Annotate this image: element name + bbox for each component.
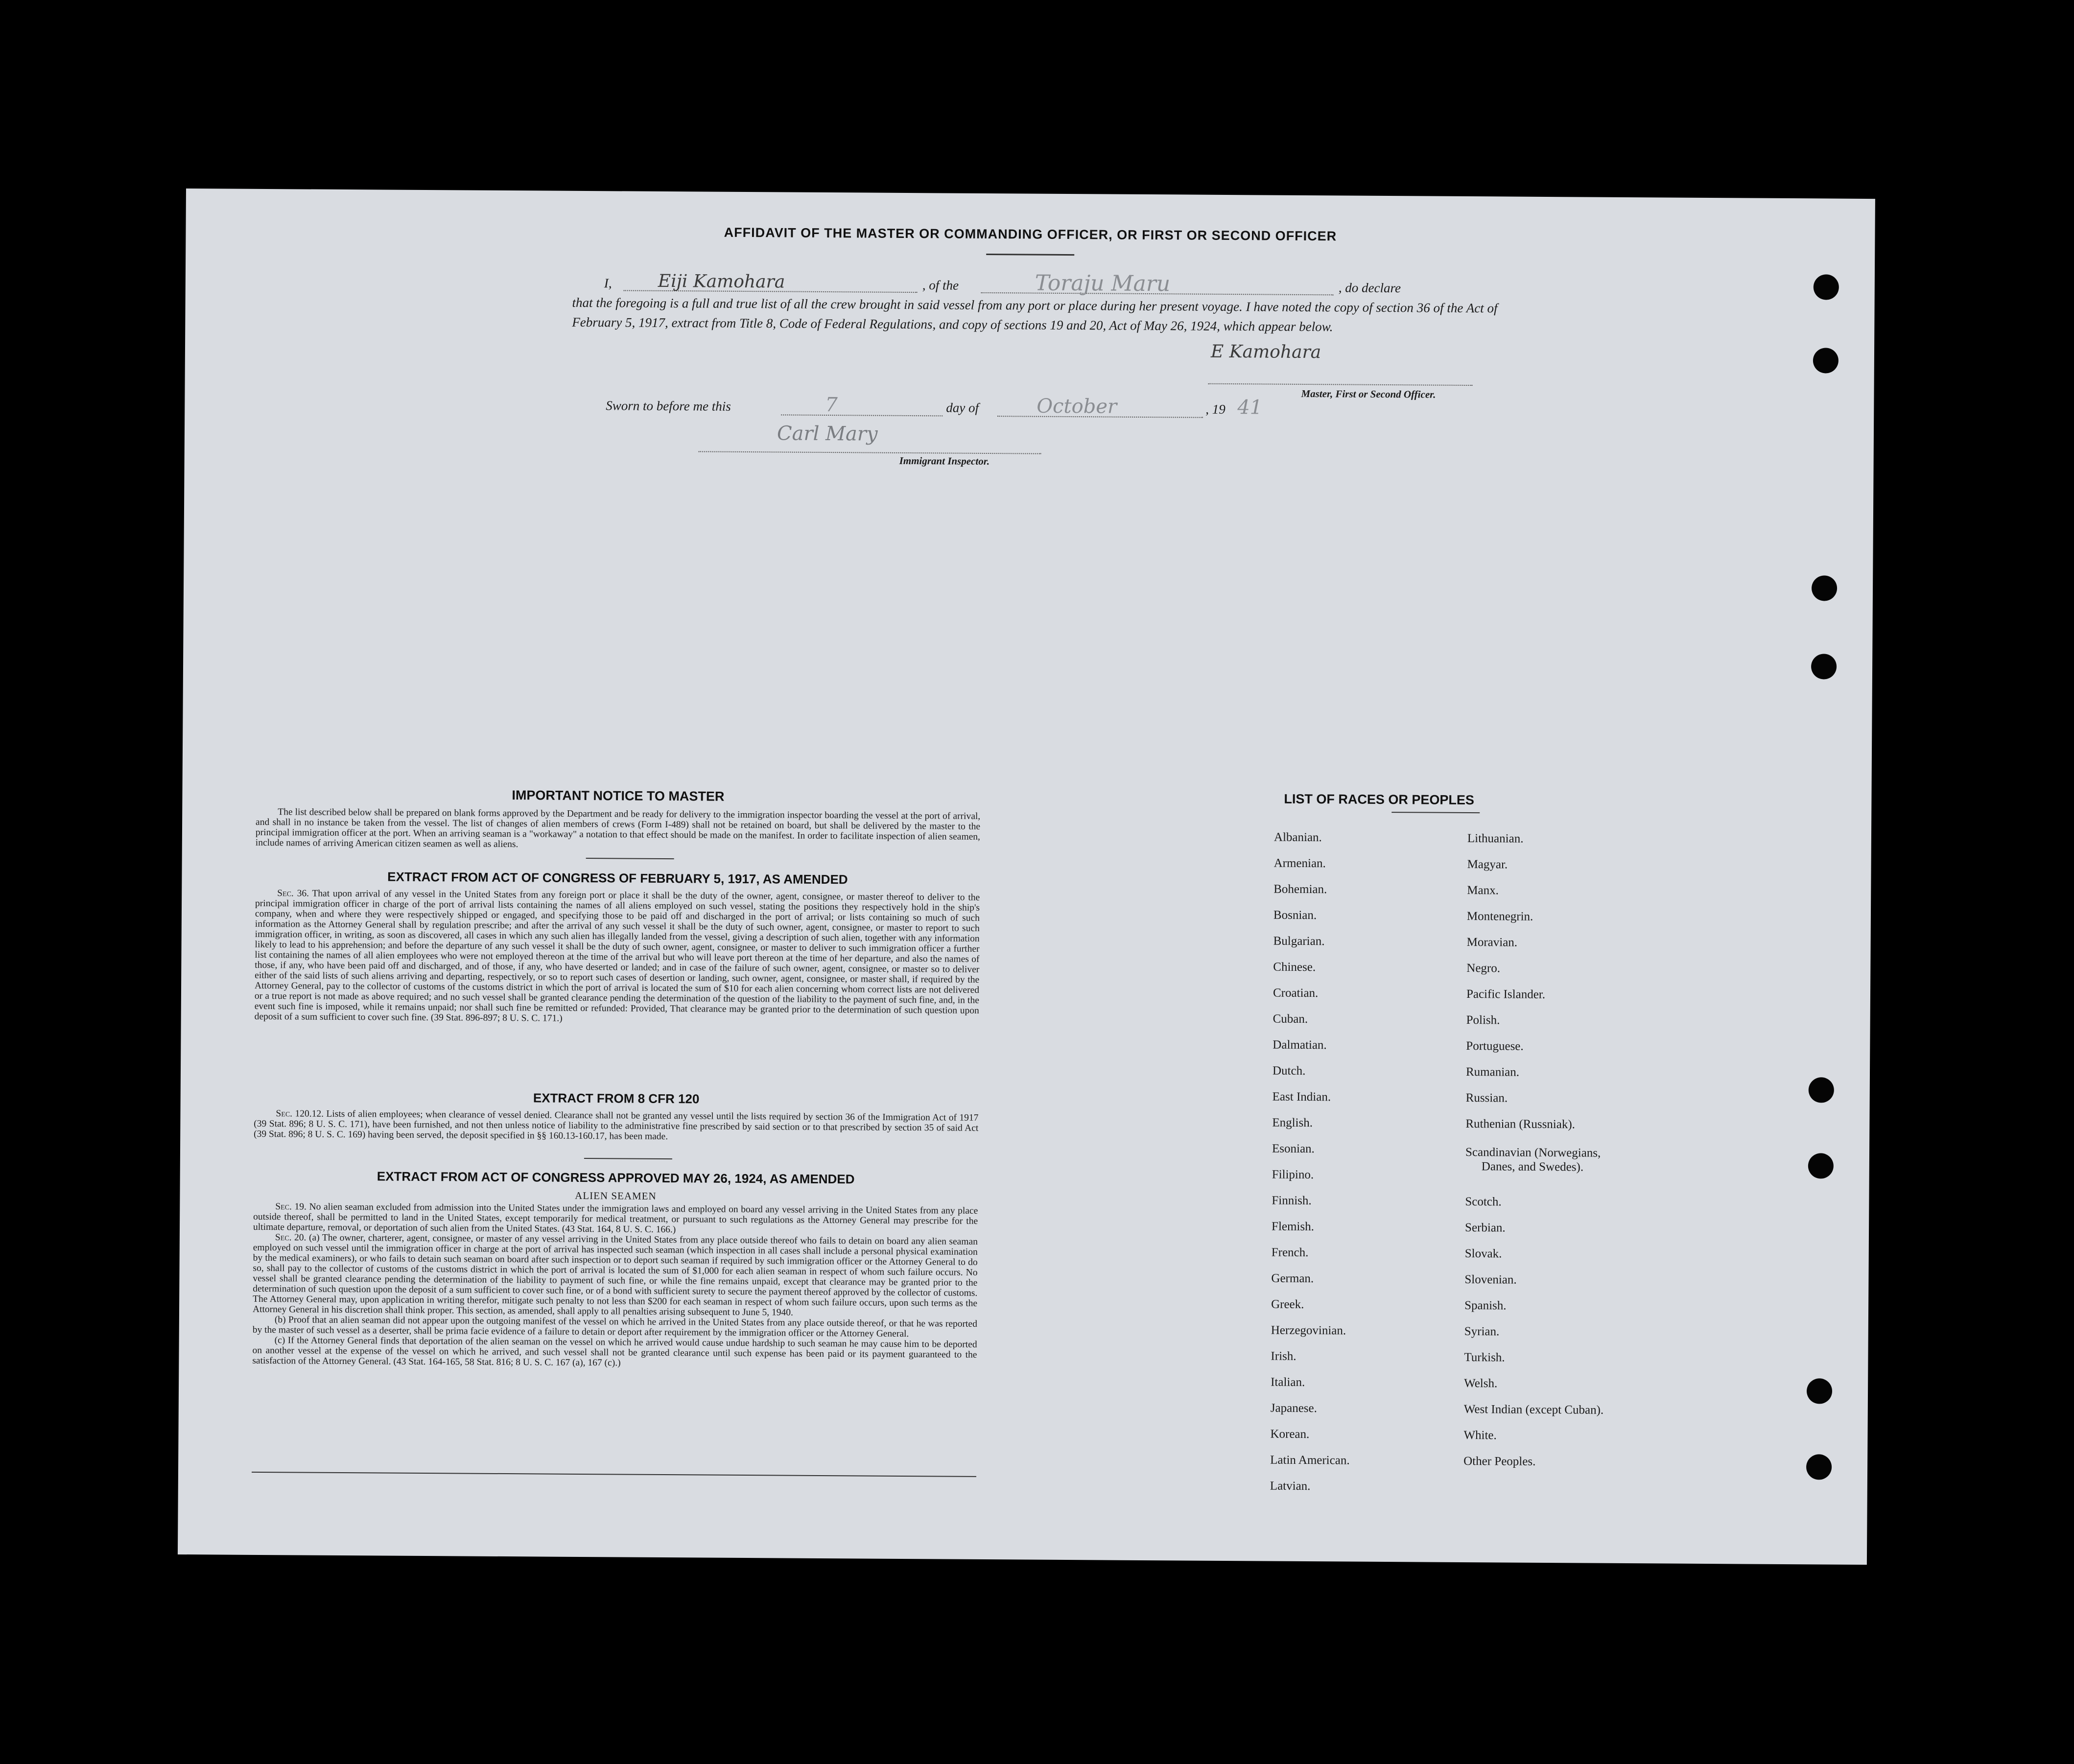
punch-hole <box>1814 274 1839 300</box>
race-item: Moravian. <box>1466 936 1518 949</box>
sec-120-12-label: Sec. 120.12. <box>276 1108 324 1119</box>
master-signature: E Kamohara <box>1210 341 1321 363</box>
sec-20-label: Sec. 20. <box>275 1232 306 1243</box>
race-item: Chinese. <box>1273 960 1316 974</box>
race-item: Serbian. <box>1465 1221 1506 1235</box>
punch-hole <box>1806 1454 1832 1480</box>
race-item: Turkish. <box>1464 1350 1505 1364</box>
race-item: Spanish. <box>1464 1298 1507 1313</box>
master-signature-caption: Master, First or Second Officer. <box>1301 387 1436 400</box>
sec-19-text: No alien seaman excluded from admission into the United States under the immigration laws and employed on board any vessel arriving in the United States from any place outside thereof, shall be permitted to land in the United States, except temporarily for medical treatment, or pursuant to such regulations as the Attorney General may prescribe for the ultimate departure, removal, or deportation of such alien from the United States. (43 Stat. 164, 8 U. S. C. 166.) <box>253 1201 978 1235</box>
race-item: Slovak. <box>1464 1247 1502 1261</box>
race-item: Greek. <box>1271 1297 1304 1311</box>
race-item: Croatian. <box>1273 986 1319 1000</box>
race-item: German. <box>1271 1271 1314 1286</box>
punch-hole <box>1811 654 1837 679</box>
race-item: Bosnian. <box>1273 908 1317 922</box>
affidavit-declaration <box>572 270 1503 338</box>
notice-title: IMPORTANT NOTICE TO MASTER <box>512 788 725 804</box>
punch-hole <box>1807 1378 1832 1404</box>
race-item: Flemish. <box>1272 1220 1314 1234</box>
inspector-caption: Immigrant Inspector. <box>899 454 990 468</box>
of-the-label: , of the <box>922 278 959 293</box>
sworn-prefix: Sworn to before me this <box>606 398 731 414</box>
race-item: West Indian (except Cuban). <box>1463 1402 1604 1417</box>
race-item: White. <box>1463 1428 1497 1442</box>
race-item: Negro. <box>1466 962 1501 975</box>
sworn-year: 41 <box>1237 396 1263 419</box>
races-divider <box>1391 812 1480 813</box>
sec-20c-text: (c) If the Attorney General finds that deportation of the alien seaman on the vessel on which he arrived would cause undue hardship to such seaman he may cause him to be deported on another vessel at the expense of the vessel on which he arrived, and such vessel shall not be granted clearance until such expense has been paid or its payment guaranteed to the satisfaction of the Attorney General. (43 Stat. 164-165, 58 Stat. 816; 8 U. S. C. 167 (a), 167 (c).) <box>252 1335 977 1368</box>
sworn-month: October <box>997 398 1203 418</box>
sworn-day: 7 <box>781 397 943 416</box>
race-item: Latin American. <box>1270 1453 1350 1467</box>
race-item: Danes, and Swedes). <box>1481 1160 1584 1174</box>
race-item: Magyar. <box>1467 858 1508 871</box>
race-item: Italian. <box>1271 1375 1305 1389</box>
race-item: Other Peoples. <box>1463 1454 1536 1468</box>
notice-text: The list described below shall be prepared on blank forms approved by the Department and be ready for delivery to the immigration inspector boarding the vessel at the port of arrival, and shall in no instance be taken from the vessel. The list of changes of alien members of crews (Form I-489) shall not be retained on board, but shall be delivered by the master to the principal immigration officer at the port. When an arriving seaman is a "workaway" a notation to that effect should be made on the manifest. In order to facilitate inspection of alien seamen, include names of arriving American citizen seamen as well as aliens. <box>255 807 981 850</box>
race-item: Manx. <box>1467 884 1499 897</box>
race-item: French. <box>1271 1246 1309 1260</box>
sec-20b-text: (b) Proof that an alien seaman did not appear upon the outgoing manifest of the vessel on which he arrived in the United States from any place outside thereof, or that he was reported by the master of such vessel as a deserter, shall be prima facie evidence of a failure to detain or deport after requirement by the immigration officer or the Attorney General. <box>252 1315 977 1340</box>
race-item: English. <box>1272 1116 1313 1130</box>
race-item: Bohemian. <box>1273 882 1327 896</box>
race-item: Rumanian. <box>1465 1065 1520 1079</box>
inspector-line <box>699 451 1041 454</box>
race-item: Ruthenian (Russniak). <box>1465 1117 1576 1131</box>
inspector-signature: Carl Mary <box>777 422 878 446</box>
i-prefix: I, <box>604 276 612 291</box>
race-item: Welsh. <box>1464 1376 1498 1390</box>
race-item: Scotch. <box>1465 1195 1502 1209</box>
race-item: Dalmatian. <box>1273 1038 1327 1052</box>
race-item: Irish. <box>1271 1349 1296 1363</box>
affidavit-title: AFFIDAVIT OF THE MASTER OR COMMANDING OFFICER, OR FIRST OR SECOND OFFICER <box>724 225 1337 244</box>
race-item: Filipino. <box>1272 1168 1314 1182</box>
punch-hole <box>1809 1077 1834 1103</box>
sec-36-text: That upon arrival of any vessel in the United States from any foreign port or place it shall be the duty of the owner, agent, consignee, or master thereof to deliver to the principal immigration officer in charge of the port of arrival lists containing the names of all aliens employed on such vessel, stating the positions they respectively hold in the ship's company, when and where they were respectively shipped or engaged, and specifying those to be paid off and discharged in the port of arrival; or lists containing so much of such information as the Attorney General shall by regulation prescribe; and after the arrival of any such vessel it shall be the duty of such owner, agent, consignee, or master to report to such immigration officer, in writing, as soon as discovered, all cases in which any such alien has illegally landed from the vessel, giving a description of such alien, together with any information likely to lead to his apprehension; and before the departure of any such vessel it shall be the duty of such owner, agent, consignee, or master to deliver to such immigration officer a further list containing the names of all alien employees who were not employed thereon at the time of the arrival but who will leave port thereon at the time of her departure, and also the names of those, if any, who have been paid off and discharged, and of those, if any, who have deserted or landed; and in case of the failure of such owner, agent, consignee, or master so to deliver either of the said lists of such aliens arriving and departing, respectively, or so to report such cases of desertion or landing, such owner, agent, consignee, or master shall, if required by the Attorney General, pay to the collector of customs of the customs district in which the port of arrival is located the sum of $10 for each alien concerning whom correct lists are not delivered or a true report is not made as above required; and no such vessel shall be granted clearance pending the determination of the question of the liability to the payment of such fine, and, in the event such fine is imposed, while it remains unpaid; nor shall such fine be remitted or refunded: Provided, That clearance may be granted prior to the determination of such question upon deposit of a sum sufficient to cover such fine. (39 Stat. 896-897; 8 U. S. C. 171.) <box>254 888 980 1024</box>
race-item: Esonian. <box>1272 1142 1315 1156</box>
race-item: East Indian. <box>1272 1090 1331 1104</box>
race-item: Albanian. <box>1273 830 1322 845</box>
year-prefix: , 19 <box>1205 401 1226 417</box>
form-sheet <box>178 188 1875 1565</box>
race-item: Finnish. <box>1272 1194 1312 1208</box>
notice-divider <box>586 858 674 859</box>
race-item: Slovenian. <box>1464 1272 1517 1287</box>
sec-20a-text: (a) The owner, charterer, agent, consignee, or master of any vessel arriving in the United States from any place outside thereof who fails to detain on board any alien seaman employed on such vessel until the immigration officer in charge at the port of arrival has inspected such seaman (which inspection in all cases shall include a personal physical examination by the medical examiners), or who fails to detain such seaman on board after such inspection or to deport such seaman if required by such immigration officer or the Attorney General to do so, shall pay to the collector of customs of the customs district in which the port of arrival is located the sum of $1,000 for each alien seaman in respect of whom such failure occurs. No vessel shall be granted clearance pending the determination of the liability to payment of such fine, or while the fine remains unpaid, except that clearance may be granted prior to the determination of such question upon the deposit of a sum sufficient to cover such fine, or of a bond with sufficient surety to secure the payment thereof approved by the collector of customs. The Attorney General may, upon application in writing therefor, mitigate such penalty to not less than $200 for each seaman in respect of whom such failure occurs, upon such terms as the Attorney General in his discretion shall think proper. This section, as amended, shall apply to all penalties arising subsequent to June 5, 1940. <box>252 1232 978 1318</box>
race-item: Scandinavian (Norwegians, <box>1465 1145 1601 1160</box>
race-item: Japanese. <box>1270 1401 1317 1415</box>
sec-19-label: Sec. 19. <box>275 1201 306 1212</box>
alien-seamen-subtitle: ALIEN SEAMEN <box>575 1189 657 1202</box>
races-title: LIST OF RACES OR PEOPLES <box>1284 791 1475 808</box>
race-item: Pacific Islander. <box>1466 988 1546 1001</box>
race-item: Montenegrin. <box>1466 910 1533 923</box>
title-divider <box>986 254 1074 256</box>
extract-cfr-title: EXTRACT FROM 8 CFR 120 <box>533 1090 700 1106</box>
day-of-label: day of <box>946 400 979 415</box>
punch-hole <box>1808 1153 1834 1178</box>
race-item: Latvian. <box>1270 1479 1311 1493</box>
race-item: Syrian. <box>1464 1324 1500 1339</box>
affidavit-body: that the foregoing is a full and true list of all the crew brought in said vessel from any port or place during her present voyage. I have noted the copy of section 36 of the Act of February 5, 1917, extract from Title 8, Code of Federal Regulations, and copy of sections 19 and 20, Act of May 26, 1924, which appear below. <box>572 295 1498 334</box>
sec-120-12-text: Lists of alien employees; when clearance of vessel denied. Clearance shall not be granted any vessel until the lists required by section 36 of the Immigration Act of 1917 (39 Stat. 896; 8 U. S. C. 171), have been furnished, and not then unless notice of liability to the administrative fine prescribed by said section or to that prescribed by section 35 of said Act (39 Stat. 896; 8 U. S. C. 169) having been served, the deposit specified in §§ 160.13-160.17, has been made. <box>254 1108 979 1142</box>
officer-name: Eiji Kamohara <box>624 273 918 293</box>
bottom-rule <box>252 1472 976 1477</box>
race-item: Russian. <box>1465 1091 1508 1105</box>
extract-1924-title: EXTRACT FROM ACT OF CONGRESS APPROVED MAY 26, 1924, AS AMENDED <box>377 1169 855 1187</box>
extract-1917-title: EXTRACT FROM ACT OF CONGRESS OF FEBRUARY 5, 1917, AS AMENDED <box>387 869 848 887</box>
extract-1924-text <box>252 1201 978 1370</box>
sec-36-label: Sec. 36. <box>277 888 309 899</box>
race-item: Korean. <box>1270 1427 1310 1441</box>
punch-hole <box>1813 348 1838 373</box>
cfr-divider <box>584 1158 672 1159</box>
race-item: Dutch. <box>1272 1064 1306 1078</box>
race-item: Herzegovinian. <box>1271 1323 1346 1338</box>
extract-1917-text <box>255 888 980 1026</box>
punch-hole <box>1812 575 1837 601</box>
race-item: Lithuanian. <box>1467 832 1524 846</box>
extract-cfr-text <box>254 1108 978 1144</box>
race-item: Cuban. <box>1273 1012 1308 1026</box>
vessel-name: Toraju Maru <box>981 276 1334 295</box>
race-item: Portuguese. <box>1466 1039 1524 1053</box>
race-item: Bulgarian. <box>1273 934 1325 948</box>
do-declare-label: , do declare <box>1338 280 1401 296</box>
race-item: Armenian. <box>1273 856 1326 870</box>
race-item: Polish. <box>1466 1013 1500 1027</box>
